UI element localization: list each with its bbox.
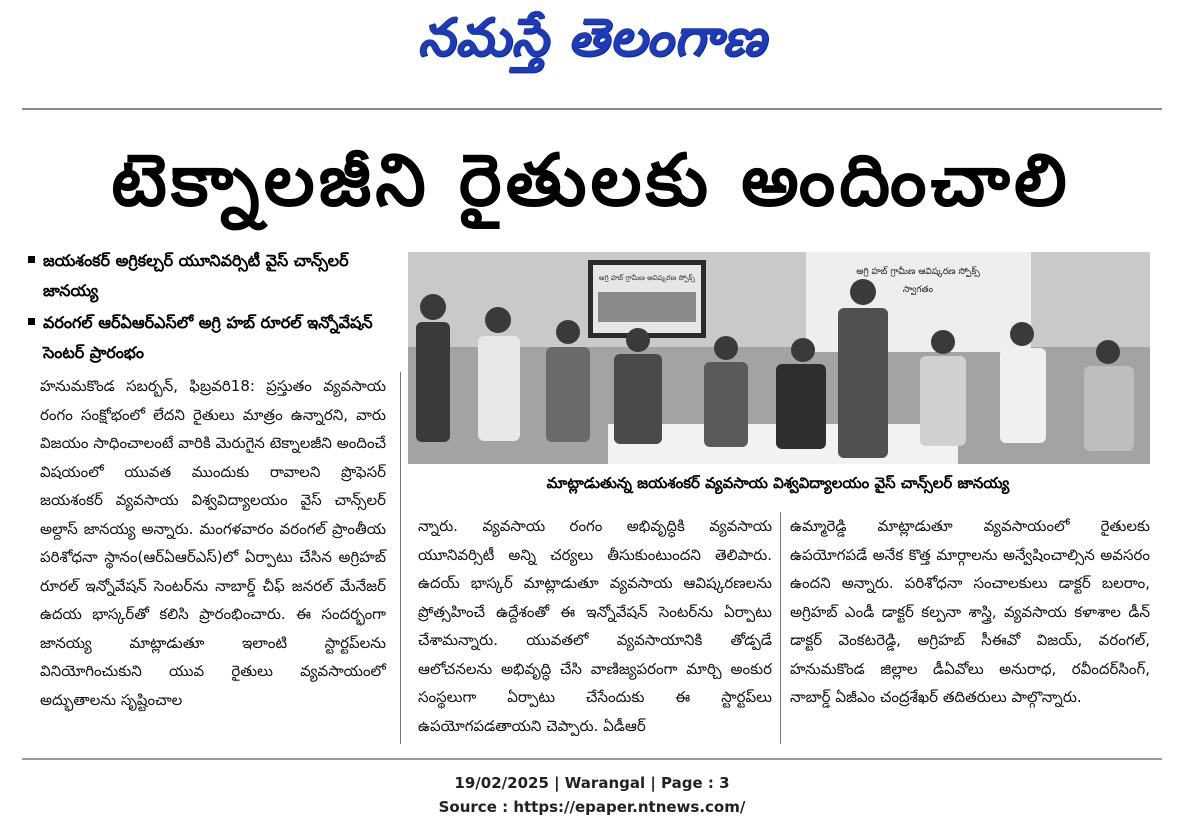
masthead-title: నమస్తే తెలంగాణ <box>417 7 767 68</box>
subhead-item <box>24 246 404 306</box>
article-column-3 <box>790 512 1150 712</box>
top-rule <box>22 108 1162 110</box>
subhead-text: వరంగల్ ఆర్‌ఏఆర్‌ఎస్‌లో అగ్రి హబ్ రూరల్ ఇన్నోవేషన్ సెంటర్ ప్రారంభం <box>43 313 373 362</box>
masthead <box>0 6 1184 82</box>
article-text: న్నారు. వ్యవసాయ రంగం అభివృద్ధికి వ్యవసాయ యూనివర్సిటీ అన్ని చర్యలు తీసుకుంటుందని తెలిపారు. ఉదయ్ భాస్కర్ మాట్లాడుతూ వ్యవసాయ ఆవిష్కరణలను ప్రోత్సహించే ఉద్దేశంతో ఈ ఇన్నోవేషన్ సెంటర్‌ను ఏర్పాటు చేశామన్నారు. యువతలో వ్యవసాయానికి తోడ్పడే ఆలోచనలను అభివృద్ధి చేసి వాణిజ్యపరంగా మార్చి అంకుర సంస్థలుగా ఏర్పాటు చేసేందుకు ఈ స్టార్టప్‌లు ఉపయోగపడతాయని చెప్పారు. ఏడీఆర్ <box>418 517 772 735</box>
subhead-item <box>24 308 404 368</box>
banner-text: అగ్రి హబ్ గ్రామీణ ఆవిష్కరణ స్పోక్స్ <box>856 267 980 277</box>
article-column-2 <box>418 512 772 740</box>
column-divider <box>400 372 401 744</box>
footer-source: Source : https://epaper.ntnews.com/ <box>438 798 746 816</box>
banner-subtext: స్వాగతం <box>902 285 934 295</box>
article-text: ఉమ్మారెడ్డి మాట్లాడుతూ వ్యవసాయంలో రైతులకు ఉపయోగపడే అనేక కొత్త మార్గాలను అన్వేషించాల్సిన అవసరం ఉందని అన్నారు. పరిశోధనా సంచాలకులు డాక్టర్ బలరాం, అగ్రిహబ్ ఎండీ డాక్టర్ కల్పనా శాస్త్రి, వ్యవసాయ కళాశాల డీన్ డాక్టర్ వెంకటరెడ్డి, అగ్రిహబ్ సీఈవో విజయ్, వరంగల్, హనుమకొండ జిల్లాల డీఏవోలు అనురాధ, రవీందర్‌సింగ్, నాబార్డ్ ఏజీఎం చంద్రశేఖర్ తదితరులు పాల్గొన్నారు. <box>790 517 1150 706</box>
bullet-square-icon <box>28 256 35 263</box>
event-photo <box>408 252 1150 464</box>
subhead-text: జయశంకర్ అగ్రికల్చర్ యూనివర్సిటీ వైస్ చాన్స్‌లర్ జానయ్య <box>43 251 349 300</box>
event-photo-illustration <box>408 252 1150 464</box>
article-text: హనుమకొండ సబర్బన్, ఫిబ్రవరి18: ప్రస్తుతం వ్యవసాయ రంగం సంక్షోభంలో లేదని రైతులు మాత్రం ఉన్నారని, వారు విజయం సాధించాలంటే వారికి మెరుగైన టెక్నాలజీని అందించే విషయంలో యువత ముందుకు రావాలని ప్రొఫెసర్ జయశంకర్ వ్యవసాయ విశ్వవిద్యాలయం వైస్ చాన్స్‌లర్ అల్దాస్ జానయ్య అన్నారు. మంగళవారం వరంగల్ ప్రాంతీయ పరిశోధనా స్థానం(ఆర్‌ఏఆర్‌ఎస్)లో ఏర్పాటు చేసిన అగ్రిహబ్ రూరల్ ఇన్నోవేషన్ సెంటర్‌ను నాబార్డ్ చీఫ్ జనరల్ మేనేజర్ ఉదయ భాస్కర్‌తో కలిసి ప్రారంభించారు. ఈ సందర్భంగా జానయ్య మాట్లాడుతూ ఇలాంటి స్టార్టప్‌లను వినియోగించుకుని యువ రైతులు వ్యవసాయంలో అద్భుతాలను సృష్టించాల <box>40 377 386 709</box>
headline: టెక్నాలజీని రైతులకు అందించాలి <box>111 138 1071 222</box>
subheads <box>24 246 404 370</box>
screen-text: అగ్రి హబ్ గ్రామీణ ఆవిష్కరణ స్పోక్స్ <box>598 274 696 282</box>
bullet-square-icon <box>28 318 35 325</box>
column-divider <box>780 512 781 744</box>
article-column-1 <box>40 372 386 714</box>
bottom-rule <box>22 758 1162 760</box>
footer-dateline: 19/02/2025 | Warangal | Page : 3 <box>454 774 730 792</box>
photo-caption: మాట్లాడుతున్న జయశంకర్ వ్యవసాయ విశ్వవిద్యాలయం వైస్ చాన్స్‌లర్ జానయ్య <box>546 474 1010 492</box>
